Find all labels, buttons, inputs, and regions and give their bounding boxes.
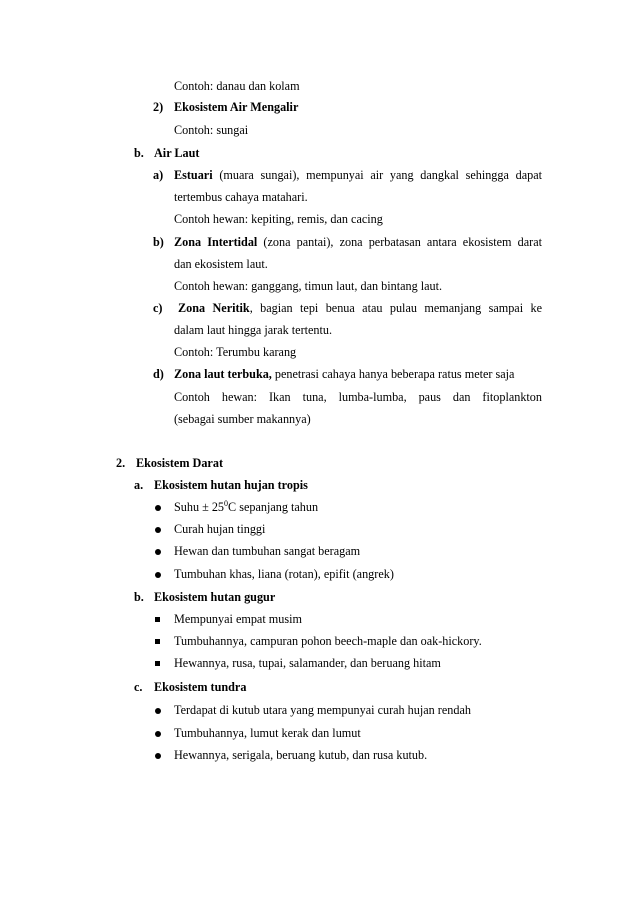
contoh-intertidal: Contoh hewan: ganggang, timun laut, dan bintang laut.	[174, 279, 443, 293]
term-laut-terbuka: Zona laut terbuka,	[174, 367, 272, 381]
bullet-text: Curah hujan tinggi	[174, 522, 266, 536]
term-intertidal: Zona Intertidal	[174, 235, 258, 249]
section-number: 2.	[116, 456, 126, 470]
bullet-square-icon	[155, 639, 160, 644]
item-marker: d)	[153, 367, 164, 381]
neritik-desc: , bagian tepi benua atau pulau memanjang sampai ke	[249, 301, 542, 315]
estuari-line	[174, 168, 542, 183]
estuari-desc: (muara sungai), mempunyai air yang dangkal sehingga dapat	[219, 168, 542, 182]
suhu-superscript: 0	[224, 499, 229, 508]
laut-terbuka-line	[174, 367, 514, 382]
laut-terbuka-desc: penetrasi cahaya hanya beberapa ratus meter saja	[271, 367, 515, 381]
bullet-text: Hewannya, rusa, tupai, salamander, dan beruang hitam	[174, 656, 441, 670]
bullet-text: Terdapat di kutub utara yang mempunyai curah hujan rendah	[174, 703, 471, 717]
item-marker: a)	[153, 168, 164, 182]
heading-air-laut: Air Laut	[154, 146, 200, 160]
neritik-desc-cont: dalam laut hingga jarak tertentu.	[174, 323, 333, 337]
heading-hutan-gugur: Ekosistem hutan gugur	[154, 590, 276, 604]
contoh-laut-terbuka: Contoh hewan: Ikan tuna, lumba-lumba, paus dan fitoplankton	[174, 390, 542, 404]
heading-ekosistem-darat: Ekosistem Darat	[136, 456, 223, 470]
bullet-dot-icon	[155, 753, 161, 759]
bullet-dot-icon	[155, 549, 161, 555]
bullet-square-icon	[155, 617, 160, 622]
suhu-text: Suhu ± 25	[174, 500, 225, 514]
heading-tundra: Ekosistem tundra	[154, 680, 247, 694]
subsection-marker: b.	[134, 590, 144, 604]
estuari-desc-cont: tertembus cahaya matahari.	[174, 190, 308, 204]
item-marker: b)	[153, 235, 164, 249]
bullet-square-icon	[155, 661, 160, 666]
item-marker: 2)	[153, 100, 164, 114]
bullet-dot-icon	[155, 731, 161, 737]
bullet-text: Tumbuhannya, campuran pohon beech-maple dan oak-hickory.	[174, 634, 482, 648]
heading-hutan-hujan-tropis: Ekosistem hutan hujan tropis	[154, 478, 308, 492]
neritik-line	[178, 301, 542, 316]
bullet-text: Hewannya, serigala, beruang kutub, dan rusa kutub.	[174, 748, 428, 762]
intertidal-desc-cont: dan ekosistem laut.	[174, 257, 268, 271]
bullet-dot-icon	[155, 527, 161, 533]
bullet-dot-icon	[155, 505, 161, 511]
subsection-marker: c.	[134, 680, 143, 694]
bullet-suhu	[174, 500, 318, 515]
item-marker: c)	[153, 301, 163, 315]
contoh-sungai: Contoh: sungai	[174, 123, 249, 137]
bullet-text: Hewan dan tumbuhan sangat beragam	[174, 544, 361, 558]
suhu-text-suffix: C sepanjang tahun	[228, 500, 319, 514]
contoh-estuari: Contoh hewan: kepiting, remis, dan cacing	[174, 212, 383, 226]
contoh-danau: Contoh: danau dan kolam	[174, 79, 300, 93]
bullet-text: Tumbuhannya, lumut kerak dan lumut	[174, 726, 361, 740]
subsection-marker: a.	[134, 478, 144, 492]
contoh-neritik: Contoh: Terumbu karang	[174, 345, 297, 359]
intertidal-line	[174, 235, 542, 250]
bullet-text: Tumbuhan khas, liana (rotan), epifit (angrek)	[174, 567, 394, 581]
section-marker: b.	[134, 146, 144, 160]
contoh-laut-terbuka-cont: (sebagai sumber makannya)	[174, 412, 311, 426]
heading-air-mengalir: Ekosistem Air Mengalir	[174, 100, 299, 114]
bullet-dot-icon	[155, 572, 161, 578]
bullet-dot-icon	[155, 708, 161, 714]
term-neritik: Zona Neritik	[178, 301, 250, 315]
bullet-text: Mempunyai empat musim	[174, 612, 302, 626]
intertidal-desc: (zona pantai), zona perbatasan antara ekosistem darat	[263, 235, 542, 249]
term-estuari: Estuari	[174, 168, 213, 182]
